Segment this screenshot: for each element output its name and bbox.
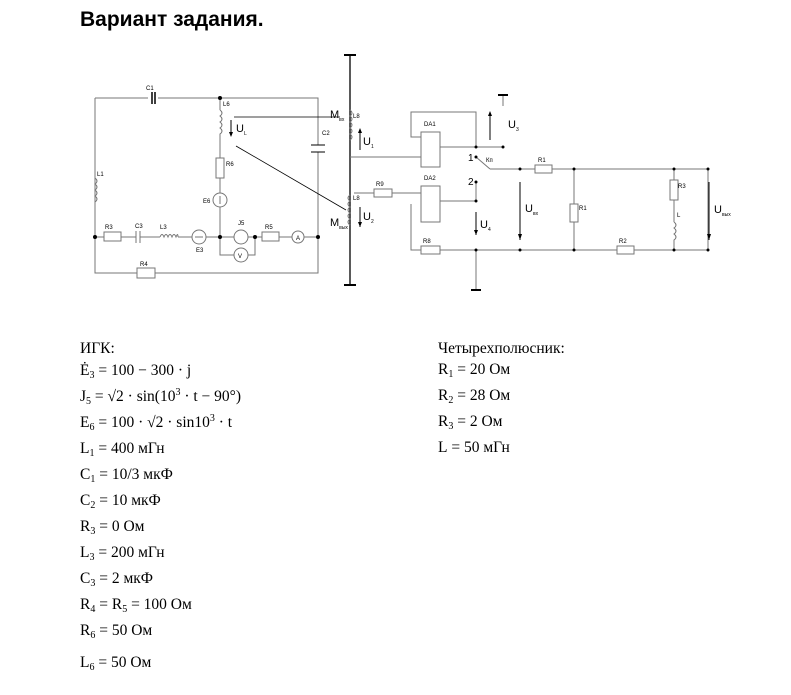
circuit-diagram xyxy=(0,0,791,300)
label-c3: C3 xyxy=(135,224,143,230)
formula xyxy=(80,413,241,439)
label-m-out: $M_{вых}$ xyxy=(330,217,348,231)
label-da1: DA1 xyxy=(424,122,436,128)
formula-pre: = 50 Ом xyxy=(95,622,153,639)
formula xyxy=(80,361,241,387)
formula xyxy=(438,413,565,439)
formula-sub: 3 xyxy=(448,421,454,432)
formula-sub: 1 xyxy=(89,448,95,459)
formula-pre: = 50 мГн xyxy=(447,439,510,456)
formula-pre: = 2 Ом xyxy=(453,413,503,430)
label-e6: E6 xyxy=(203,199,211,205)
label-r8: R8 xyxy=(423,239,431,245)
formula-lhs: J xyxy=(80,388,87,405)
formula-sub: 6 xyxy=(89,422,95,433)
formula-lhs: C xyxy=(80,570,91,587)
formula-pre: = 10 мкФ xyxy=(95,492,161,509)
formula-pre: = 2 мкФ xyxy=(95,570,154,587)
formula-sub: 3 xyxy=(89,552,95,563)
quadripole-parameters xyxy=(438,340,565,465)
formula-lhs: R xyxy=(80,622,91,639)
formula-lhs: C xyxy=(80,492,91,509)
formula-sub: 2 xyxy=(90,500,96,511)
label-u-out: $U_{вых}$ xyxy=(714,204,731,218)
label-r1: R1 xyxy=(538,158,546,164)
formula-post: · t − 90°) xyxy=(180,388,242,405)
label-j5: J5 xyxy=(238,221,245,227)
label-e3: E3 xyxy=(196,248,204,254)
formula-sub: 6 xyxy=(90,630,96,641)
formula xyxy=(80,621,241,647)
igk-parameters xyxy=(80,340,241,679)
label-r9: R9 xyxy=(376,182,384,188)
label-r2: R2 xyxy=(619,239,627,245)
label-r4: R4 xyxy=(140,262,148,268)
formula xyxy=(80,543,241,569)
formula-pre: = 100 − 300 · j xyxy=(94,362,192,379)
label-r6: R6 xyxy=(226,162,234,168)
formula-post: · t xyxy=(214,414,233,431)
label-l8-top: L8 xyxy=(353,114,360,120)
formula xyxy=(80,491,241,517)
label-pin-2: 2 xyxy=(468,177,474,188)
formula-sub: 6 xyxy=(89,662,95,673)
formula-sup: 3 xyxy=(175,387,181,398)
label-voltmeter: V xyxy=(238,254,243,260)
formula xyxy=(438,361,565,387)
igk-header: ИГК: xyxy=(80,340,115,357)
formula-sub: 3 xyxy=(90,578,96,589)
label-ammeter: A xyxy=(296,236,301,242)
formula-lhs: L xyxy=(80,440,90,457)
label-u2: $U_2$ xyxy=(363,211,374,225)
label-r5: R5 xyxy=(265,225,273,231)
formula-pre: = 400 мГн xyxy=(94,440,165,457)
formula xyxy=(80,595,241,621)
formula-sub: 2 xyxy=(448,395,454,406)
label-da2: DA2 xyxy=(424,176,436,182)
label-pin-1: 1 xyxy=(468,153,474,164)
label-u1: $U_1$ xyxy=(363,136,374,150)
formula-pre: = 0 Ом xyxy=(95,518,145,535)
formula-sub: 1 xyxy=(448,369,454,380)
formula-lhs: C xyxy=(80,466,91,483)
formula-sub: 5 xyxy=(86,396,92,407)
formula-lhs: Ė xyxy=(80,362,90,379)
formula-pre: = 10/3 мкФ xyxy=(95,466,173,483)
label-l1: L1 xyxy=(97,172,104,178)
formula xyxy=(80,439,241,465)
formula xyxy=(80,569,241,595)
formula-lhs: R xyxy=(438,361,449,378)
formula-lhs: L xyxy=(80,654,90,671)
label-m-in: $M_{вх}$ xyxy=(330,109,345,123)
label-switch: Кп xyxy=(486,158,493,164)
label-c2: C2 xyxy=(322,131,330,137)
formula-pre: = R xyxy=(95,596,123,613)
label-u4: $U_4$ xyxy=(480,219,491,233)
label-r3: R3 xyxy=(105,225,113,231)
page-title: Вариант задания. xyxy=(80,8,264,31)
formula xyxy=(80,465,241,491)
label-l8-bottom: L8 xyxy=(353,196,360,202)
formula-lhs: R xyxy=(438,387,449,404)
formula xyxy=(80,517,241,543)
formula-lhs: R xyxy=(438,413,449,430)
formula-pre: = 20 Ом xyxy=(453,361,511,378)
formula-pre: = 200 мГн xyxy=(94,544,165,561)
label-r3-quad: R3 xyxy=(678,184,686,190)
formula-lhs: L xyxy=(80,544,90,561)
formula-lhs: R xyxy=(80,518,91,535)
label-l3: L3 xyxy=(160,225,167,231)
formula-pre: = 28 Ом xyxy=(453,387,511,404)
formula-lhs: L xyxy=(438,439,448,456)
quad-header: Четырехполюсник: xyxy=(438,340,565,357)
formula xyxy=(80,387,241,413)
formula xyxy=(438,387,565,413)
label-u3: $U_3$ xyxy=(508,119,519,133)
label-r1-vertical: R1 xyxy=(579,206,587,212)
formula-tail: = 100 Ом xyxy=(127,596,192,613)
formula-pre: = 100 · √2 · sin10 xyxy=(94,414,210,431)
formula-lhs: R xyxy=(80,596,91,613)
formula-sub: 3 xyxy=(90,526,96,537)
label-ul: $U_L$ xyxy=(236,123,247,137)
label-l6: L6 xyxy=(223,102,230,108)
label-u-in: $U_{вх}$ xyxy=(525,203,539,217)
formula-sub2: 5 xyxy=(122,604,128,615)
formula-sub: 1 xyxy=(90,474,96,485)
formula-pre: = √2 · sin(10 xyxy=(91,388,176,405)
formula xyxy=(80,653,241,679)
formula-sup: 3 xyxy=(209,413,215,424)
label-c1: C1 xyxy=(146,86,154,92)
formula-pre: = 50 Ом xyxy=(94,654,152,671)
formula-sub: 4 xyxy=(90,604,96,615)
formula-sub: 3 xyxy=(89,370,95,381)
formula xyxy=(438,439,565,465)
label-l: L xyxy=(677,213,681,219)
formula-lhs: E xyxy=(80,414,90,431)
